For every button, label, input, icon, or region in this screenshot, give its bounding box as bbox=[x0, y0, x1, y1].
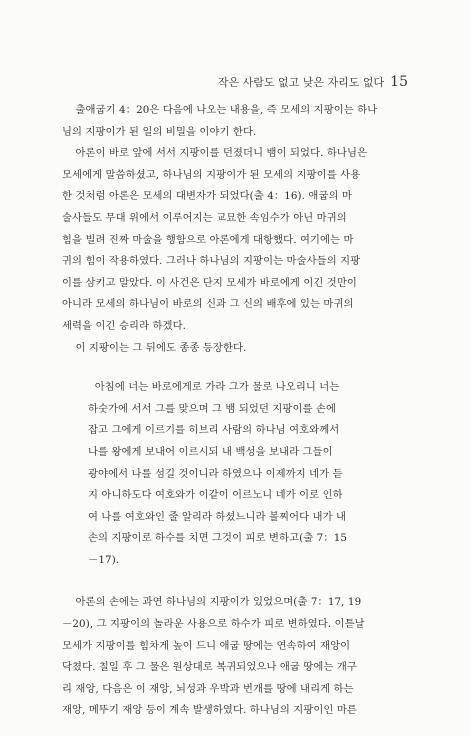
text-line: 아론의 손에는 과연 하나님의 지팡이가 있었으며(출 7：17, 19 bbox=[62, 596, 362, 609]
quote-line: 손의 지팡이로 하수를 치면 그것이 피로 변하고(출 7：15 bbox=[88, 532, 348, 545]
quote-line: 나를 왕에게 보내어 이르시되 내 백성을 보내라 그들이 bbox=[88, 445, 333, 458]
text-line: 세력을 이긴 승리라 하겠다. bbox=[62, 319, 187, 332]
text-line: 리 재앙, 다음은 이 재앙, 뇌성과 우박과 번개를 땅에 내리게 하는 bbox=[62, 682, 354, 695]
scripture-quote bbox=[62, 377, 408, 571]
text-line: 힘을 빌려 진짜 마술을 행함으로 아론에게 대항했다. 여기에는 마 bbox=[62, 233, 354, 246]
page-number: 15 bbox=[390, 74, 408, 90]
body-text bbox=[62, 100, 408, 722]
paragraphs-bottom bbox=[62, 592, 408, 722]
text-line: 이 지팡이는 그 뒤에도 종종 등장한다. bbox=[62, 341, 247, 354]
text-line: 아니라 모세의 하나님이 바로의 신과 그 신의 배후에 있는 마귀의 bbox=[62, 298, 354, 311]
text-line: 출애굽기 4：20은 다음에 나오는 내용을, 즉 모세의 지팡이는 하나 bbox=[62, 104, 378, 116]
quote-line: 광야에서 나를 섬길 것이니라 하였으나 이제까지 네가 듣 bbox=[88, 467, 343, 480]
quote-line: －17). bbox=[88, 553, 120, 566]
text-line: 모세에게 말씀하셨고, 하나님의 지팡이가 된 모세의 지팡이를 사용 bbox=[62, 168, 361, 181]
quote-line: 하숫가에 서서 그를 맞으며 그 뱀 되었던 지팡이를 손에 bbox=[88, 402, 337, 415]
quote-line: 아침에 너는 바로에게로 가라 그가 물로 나오리니 너는 bbox=[88, 381, 340, 394]
text-line: 아론이 바로 앞에 서서 지팡이를 던졌더니 뱀이 되었다. 하나님은 bbox=[62, 147, 368, 160]
text-line: －20), 그 지팡이의 놀라운 사용으로 하수가 피로 변하였다. 이튿날 bbox=[62, 618, 365, 631]
quote-line: 여 나를 여호와인 줄 알리라 하셨느니라 볼찌어다 내가 내 bbox=[88, 510, 347, 523]
paragraphs-top bbox=[62, 100, 408, 359]
text-line: 이를 삼키고 말았다. 이 사건은 단지 모세가 바로에게 이긴 것만이 bbox=[62, 276, 357, 289]
text-line: 술사들도 무대 위에서 이루어지는 교묘한 속임수가 아닌 마귀의 bbox=[62, 211, 347, 224]
quote-line: 잡고 그에게 이르기를 히브리 사람의 하나님 여호와께서 bbox=[88, 424, 340, 437]
running-header bbox=[218, 74, 408, 90]
quote-line: 지 아니하도다 여호와가 이같이 이르노니 네가 이로 인하 bbox=[88, 489, 343, 502]
text-line: 님의 지팡이가 된 일의 비밀을 이야기 한다. bbox=[62, 125, 257, 138]
text-line: 재앙, 메뚜기 재앙 등이 계속 발생하였다. 하나님의 지팡이인 마른 bbox=[62, 704, 357, 717]
text-line: 닥쳤다. 칠일 후 그 물은 원상대로 복귀되었으나 애굽 땅에는 개구 bbox=[62, 661, 357, 674]
text-line: 한 것처럼 아론은 모세의 대변자가 되었다(출 4：16). 애굽의 마 bbox=[62, 190, 352, 203]
running-title: 작은 사람도 없고 낮은 자리도 없다 bbox=[217, 76, 385, 89]
text-line: 귀의 힘이 작용하였다. 그러나 하나님의 지팡이는 마술사들의 지팡 bbox=[62, 255, 361, 268]
text-line: 모세가 지팡이를 힘차게 높이 드니 애굽 땅에는 연속하여 재앙이 bbox=[62, 639, 351, 652]
